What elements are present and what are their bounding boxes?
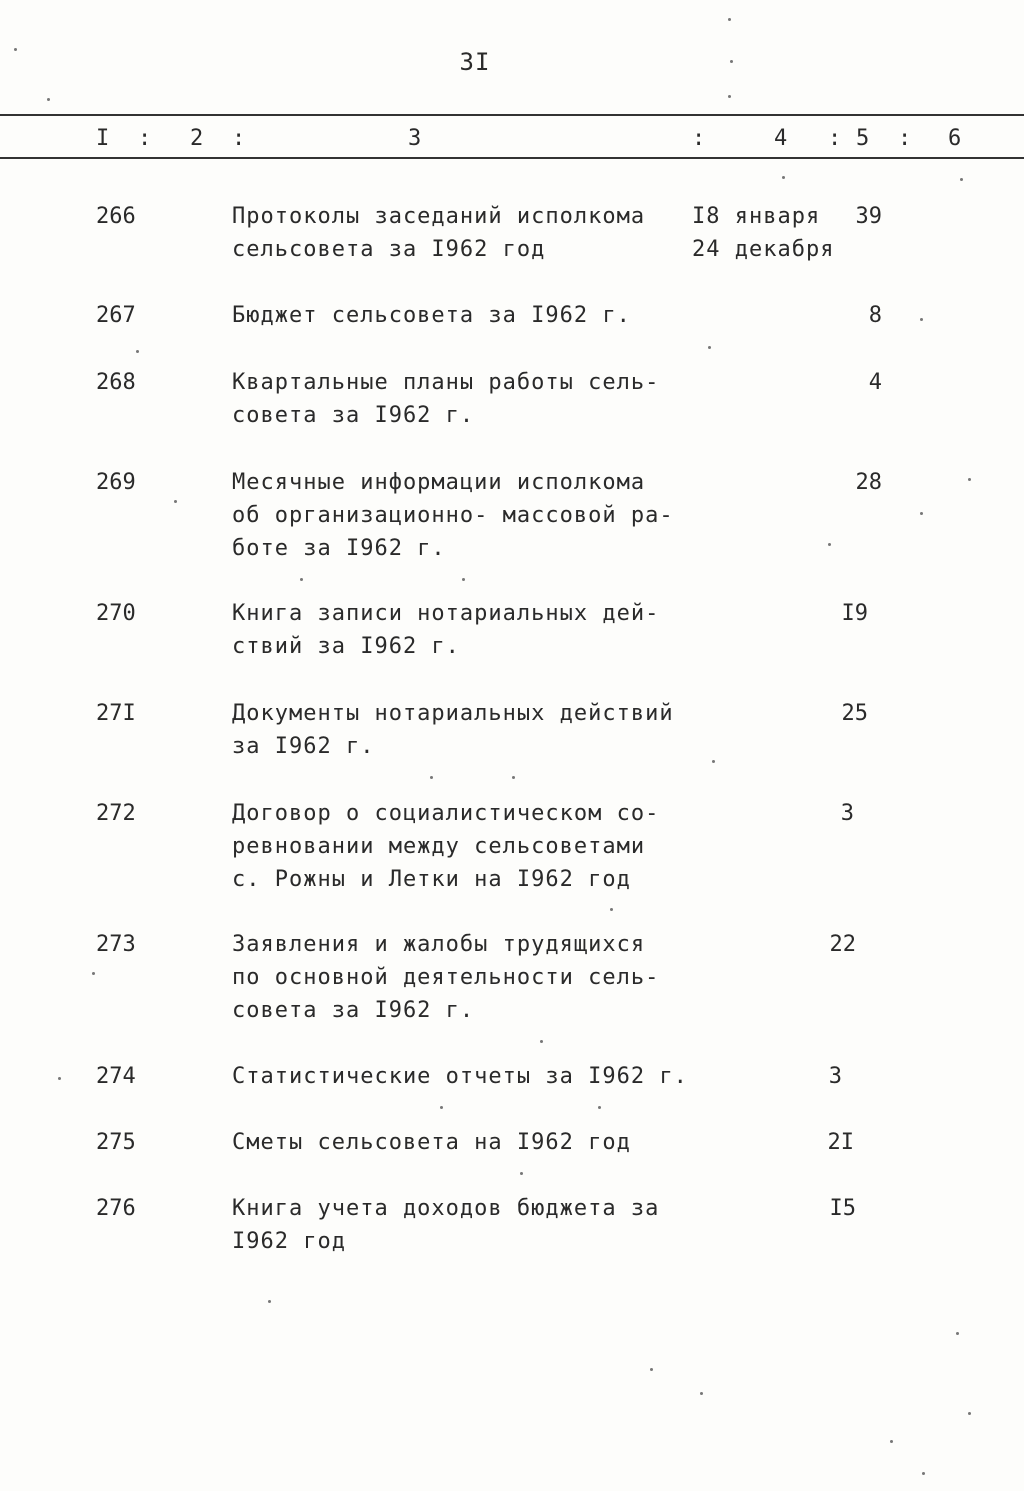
row-title [232, 1192, 692, 1258]
title-line: Месячные информации исполкома [232, 470, 646, 495]
column-header-3: 3 [408, 126, 422, 151]
row-title [232, 1060, 692, 1093]
row-number: 269 [96, 470, 136, 495]
sheet-count: 25 [841, 701, 868, 726]
title-line: Статистические отчеты за I962 г. [232, 1064, 688, 1089]
column-header-4: 4 [774, 126, 788, 151]
title-line: Книга учета доходов бюджета за [232, 1196, 660, 1221]
row-title [232, 466, 692, 565]
title-line: Заявления и жалобы трудящихся [232, 932, 646, 957]
column-separator: : [828, 126, 842, 151]
sheet-count: 2I [827, 1130, 854, 1155]
title-line: Книга записи нотариальных дей- [232, 601, 660, 626]
title-line: Квартальные планы работы сель- [232, 370, 660, 395]
row-number: 266 [96, 204, 136, 229]
end-date: 24 декабря [692, 237, 835, 262]
row-number: 27I [96, 701, 136, 726]
start-date: I8 января [692, 204, 821, 229]
row-title [232, 597, 692, 663]
column-header-5: 5 [856, 126, 870, 151]
row-number: 270 [96, 601, 136, 626]
title-line: совета за I962 г. [232, 403, 475, 428]
title-line: ревновании между сельсоветами [232, 834, 646, 859]
title-line: Протоколы заседаний исполкома [232, 204, 646, 229]
title-line: об организационно- массовой ра- [232, 503, 674, 528]
row-title [232, 366, 692, 432]
sheet-count: 22 [829, 932, 856, 957]
row-title [232, 928, 692, 1027]
row-title [232, 1126, 692, 1159]
title-line: I962 год [232, 1229, 346, 1254]
sheet-count: 8 [868, 303, 882, 328]
title-line: Договор о социалистическом со- [232, 801, 660, 826]
sheet-count: 4 [868, 370, 882, 395]
title-line: боте за I962 г. [232, 536, 446, 561]
row-number: 273 [96, 932, 136, 957]
sheet-count: 3 [828, 1064, 842, 1089]
column-separator: : [138, 126, 152, 151]
row-number: 272 [96, 801, 136, 826]
title-line: за I962 г. [232, 734, 375, 759]
column-header-6: 6 [948, 126, 962, 151]
row-number: 276 [96, 1196, 136, 1221]
title-line: совета за I962 г. [232, 998, 475, 1023]
row-title [232, 200, 692, 266]
title-line: сельсовета за I962 год [232, 237, 546, 262]
header-bottom-rule [0, 157, 1024, 159]
sheet-count: 39 [855, 204, 882, 229]
title-line: Документы нотариальных действий [232, 701, 674, 726]
title-line: Бюджет сельсовета за I962 г. [232, 303, 631, 328]
sheet-count: 3 [840, 801, 854, 826]
header-top-rule [0, 114, 1024, 116]
sheet-count: I9 [841, 601, 868, 626]
row-number: 274 [96, 1064, 136, 1089]
column-separator: : [232, 126, 246, 151]
row-number: 268 [96, 370, 136, 395]
column-separator: : [692, 126, 706, 151]
sheet-count: I5 [829, 1196, 856, 1221]
column-separator: : [898, 126, 912, 151]
title-line: ствий за I962 г. [232, 634, 460, 659]
column-header-2: 2 [190, 126, 204, 151]
page-number: 3I [459, 48, 491, 76]
row-title [232, 697, 692, 763]
column-header-1: I [96, 126, 110, 151]
row-title [232, 299, 692, 332]
row-number: 275 [96, 1130, 136, 1155]
row-title [232, 797, 692, 896]
row-number: 267 [96, 303, 136, 328]
sheet-count: 28 [855, 470, 882, 495]
title-line: Сметы сельсовета на I962 год [232, 1130, 631, 1155]
title-line: с. Рожны и Летки на I962 год [232, 867, 631, 892]
title-line: по основной деятельности сель- [232, 965, 660, 990]
